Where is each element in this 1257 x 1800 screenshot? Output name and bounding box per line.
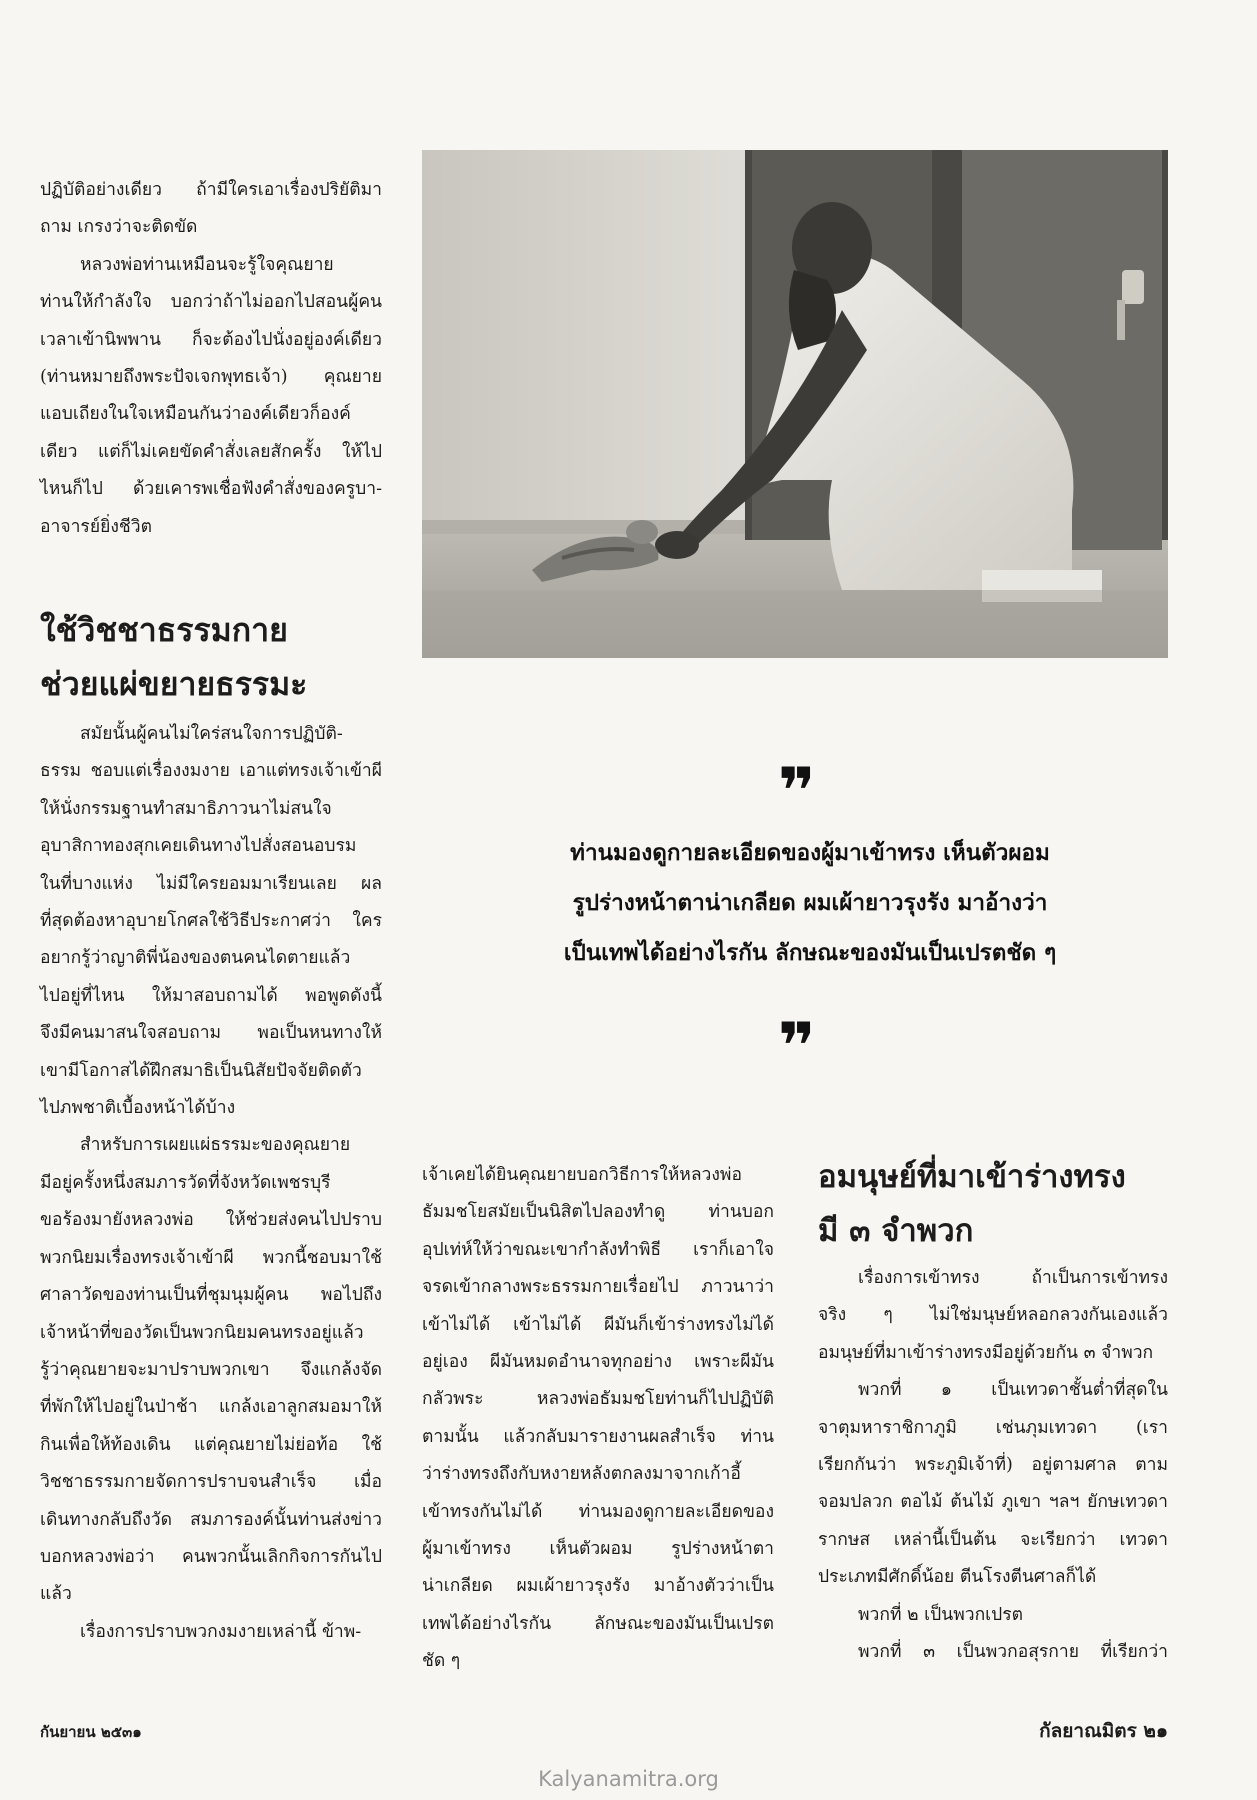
paragraph-line: พวกที่ ๒ เป็นพวกเปรต <box>858 1604 1024 1625</box>
section-heading-left <box>40 603 307 711</box>
paragraph-line: เดินทางกลับถึงวัด สมภารองค์นั้นท่านส่งข่าว <box>40 1509 382 1530</box>
paragraph-line: ไปอยู่ที่ไหน ให้มาสอบถามได้ พอพูดดังนี้ <box>40 985 382 1006</box>
photo-image <box>422 150 1168 658</box>
paragraph-line: เรียกกันว่า พระภูมิเจ้าที่) อยู่ตามศาล ตาม <box>818 1455 1168 1476</box>
paragraph-line: ท่านให้กำลังใจ บอกว่าถ้าไม่ออกไปสอนผู้คน <box>40 292 382 313</box>
paragraph-line: จริง ๆ ไม่ใช่มนุษย์หลอกลวงกันเองแล้ว <box>818 1305 1168 1326</box>
paragraph-line: แอบเถียงในใจเหมือนกันว่าองค์เดียวก็องค์ <box>40 404 351 425</box>
paragraph-line: เข้าทรงกันไม่ได้ ท่านมองดูกายละเอียดของ <box>422 1501 774 1522</box>
paragraph-line: ถาม เกรงว่าจะติดขัด <box>40 217 198 238</box>
paragraph-line: ธัมมชโยสมัยเป็นนิสิตไปลองทำดู ท่านบอก <box>422 1202 774 1223</box>
paragraph-line: (ท่านหมายถึงพระปัจเจกพุทธเจ้า) คุณยาย <box>40 367 382 388</box>
paragraph-line: จาตุมหาราชิกาภูมิ เช่นภุมเทวดา (เรา <box>818 1417 1168 1438</box>
paragraph-line: อมนุษย์ที่มาเข้าร่างทรงมีอยู่ด้วยกัน ๓ จำพวก <box>818 1342 1154 1363</box>
paragraph-line: อุปเท่ห์ให้ว่าขณะเขากำลังทำพิธี เราก็เอาใจ <box>422 1239 774 1260</box>
paragraph-line: ตามนั้น แล้วกลับมารายงานผลสำเร็จ ท่าน <box>422 1426 774 1447</box>
heading-line: ช่วยแผ่ขยายธรรมะ <box>40 665 308 703</box>
paragraph-line: เขามีโอกาสได้ฝึกสมาธิเป็นนิสัยปัจจัยติดตัว <box>40 1060 362 1081</box>
paragraph-line: กินเพื่อให้ท้องเดิน แต่คุณยายไม่ย่อท้อ ใช้ <box>40 1434 382 1455</box>
left-column-top <box>40 172 382 546</box>
paragraph-line: ประเภทมีศักดิ์น้อย ตีนโรงตีนศาลก็ได้ <box>818 1567 1097 1588</box>
paragraph-line: ศาลาวัดของท่านเป็นที่ชุมนุมผู้คน พอไปถึง <box>40 1285 382 1306</box>
paragraph-line: บอกหลวงพ่อว่า คนพวกนั้นเลิกกิจการกันไป <box>40 1546 382 1567</box>
paragraph-line: ผู้มาเข้าทรง เห็นตัวผอม รูปร่างหน้าตา <box>422 1539 774 1560</box>
paragraph-line: อุบาสิกาทองสุกเคยเดินทางไปสั่งสอนอบรม <box>40 836 357 857</box>
right-column <box>818 1260 1168 1671</box>
paragraph-line: ว่าร่างทรงถึงกับหงายหลังตกลงมาจากเก้าอี้ <box>422 1464 741 1485</box>
heading-line: อมนุษย์ที่มาเข้าร่างทรง <box>818 1159 1126 1195</box>
paragraph-line: ขอร้องมายังหลวงพ่อ ให้ช่วยส่งคนไปปราบ <box>40 1210 382 1231</box>
footer-date: กันยายน ๒๕๓๑ <box>40 1723 142 1741</box>
paragraph-line: อยากรู้ว่าญาติพี่น้องของตนคนไดตายแล้ว <box>40 948 351 969</box>
section-heading-right <box>818 1150 1126 1258</box>
paragraph-line: จรดเข้ากลางพระธรรมกายเรื่อยไป ภาวนาว่า <box>422 1277 774 1298</box>
paragraph-line: รู้ว่าคุณยายจะมาปราบพวกเขา จึงแกล้งจัด <box>40 1359 382 1380</box>
paragraph-line: เทพได้อย่างไรกัน ลักษณะของมันเป็นเปรต <box>422 1613 774 1634</box>
paragraph-line: สมัยนั้นผู้คนไม่ใคร่สนใจการปฏิบัติ- <box>80 724 343 744</box>
paragraph-line: พวกที่ ๓ เป็นพวกอสุรกาย ที่เรียกว่า <box>858 1642 1168 1663</box>
paragraph-line: แล้ว <box>40 1584 72 1605</box>
paragraph-line: จอมปลวก ตอไม้ ต้นไม้ ภูเขา ฯลฯ ยักษเทวดา <box>818 1492 1168 1513</box>
paragraph-line: เวลาเข้านิพพาน ก็จะต้องไปนั่งอยู่องค์เดียว <box>40 329 382 350</box>
paragraph-line: พวกนิยมเรื่องทรงเจ้าเข้าผี พวกนี้ชอบมาใช้ <box>40 1247 382 1268</box>
paragraph-line: เรื่องการเข้าทรง ถ้าเป็นการเข้าทรง <box>858 1268 1168 1288</box>
paragraph-line: ที่พักให้ไปอยู่ในป่าช้า แกล้งเอาลูกสมอมาให้ <box>40 1397 382 1418</box>
photo-woman-feeding-dove <box>422 150 1168 658</box>
pull-quote-line: เป็นเทพได้อย่างไรกัน ลักษณะของมันเป็นเปรตชัด ๆ <box>563 940 1057 966</box>
paragraph-line: เจ้าหน้าที่ของวัดเป็นพวกนิยมคนทรงอยู่แล้ว <box>40 1322 364 1343</box>
left-column-bottom <box>40 716 382 1651</box>
paragraph-line: อาจารย์ยิ่งชีวิต <box>40 516 152 537</box>
paragraph-line: ให้นั่งกรรมฐานทำสมาธิภาวนาไม่สนใจ <box>40 798 332 819</box>
paragraph-line: เจ้าเคยได้ยินคุณยายบอกวิธีการให้หลวงพ่อ <box>422 1165 742 1185</box>
paragraph-line: ไปภพชาติเบื้องหน้าได้บ้าง <box>40 1098 236 1119</box>
paragraph-line: รากษส เหล่านี้เป็นต้น จะเรียกว่า เทวดา <box>818 1529 1168 1550</box>
heading-line: ใช้วิชชาธรรมกาย <box>40 611 288 649</box>
paragraph-line: ชัด ๆ <box>422 1651 461 1672</box>
paragraph-line: เรื่องการปราบพวกงมงายเหล่านี้ ข้าพ- <box>80 1621 362 1642</box>
paragraph-line: มีอยู่ครั้งหนึ่งสมภารวัดที่จังหวัดเพชรบุรี <box>40 1172 331 1193</box>
heading-line: มี ๓ จำพวก <box>818 1213 974 1249</box>
open-quote-mark: ❞ <box>778 755 816 829</box>
watermark: Kalyanamitra.org <box>538 1767 719 1791</box>
pull-quote <box>470 828 1150 978</box>
paragraph-line: ไหนก็ไป ด้วยเคารพเชื่อฟังคำสั่งของครูบา- <box>40 479 382 500</box>
footer-page-number: กัลยาณมิตร ๒๑ <box>1039 1720 1168 1742</box>
pull-quote-line: รูปร่างหน้าตาน่าเกลียด ผมเผ้ายาวรุงรัง มาอ้างว่า <box>572 890 1048 916</box>
close-quote-mark: ❞ <box>778 1010 816 1084</box>
paragraph-line: วิชชาธรรมกายจัดการปราบจนสำเร็จ เมื่อ <box>40 1472 382 1493</box>
paragraph-line: น่าเกลียด ผมเผ้ายาวรุงรัง มาอ้างตัวว่าเป็น <box>422 1576 774 1597</box>
paragraph-line: ในที่บางแห่ง ไม่มีใครยอมมาเรียนเลย ผล <box>40 873 382 894</box>
paragraph-line: สำหรับการเผยแผ่ธรรมะของคุณยาย <box>80 1135 351 1156</box>
paragraph-line: อยู่เอง ผีมันหมดอำนาจทุกอย่าง เพราะผีมัน <box>422 1352 774 1373</box>
middle-column <box>422 1157 774 1681</box>
pull-quote-line: ท่านมองดูกายละเอียดของผู้มาเข้าทรง เห็นตัวผอม <box>570 840 1050 866</box>
paragraph-line: ปฏิบัติอย่างเดียว ถ้ามีใครเอาเรื่องปริยัติมา <box>40 180 382 200</box>
paragraph-line: พวกที่ ๑ เป็นเทวดาชั้นต่ำที่สุดใน <box>858 1380 1168 1401</box>
paragraph-line: หลวงพ่อท่านเหมือนจะรู้ใจคุณยาย <box>80 254 334 275</box>
paragraph-line: จึงมีคนมาสนใจสอบถาม พอเป็นหนทางให้ <box>40 1023 382 1044</box>
paragraph-line: เดียว แต่ก็ไม่เคยขัดคำสั่งเลยสักครั้ง ให้ไป <box>40 441 382 462</box>
paragraph-line: เข้าไม่ได้ เข้าไม่ได้ ผีมันก็เข้าร่างทรงไม่ได้ <box>422 1314 774 1335</box>
paragraph-line: กลัวพระ หลวงพ่อธัมมชโยท่านก็ไปปฏิบัติ <box>422 1389 774 1410</box>
paragraph-line: ที่สุดต้องหาอุบายโกศลใช้วิธีประกาศว่า ใคร <box>40 911 382 932</box>
paragraph-line: ธรรม ชอบแต่เรื่องงมงาย เอาแต่ทรงเจ้าเข้าผี <box>40 761 382 782</box>
